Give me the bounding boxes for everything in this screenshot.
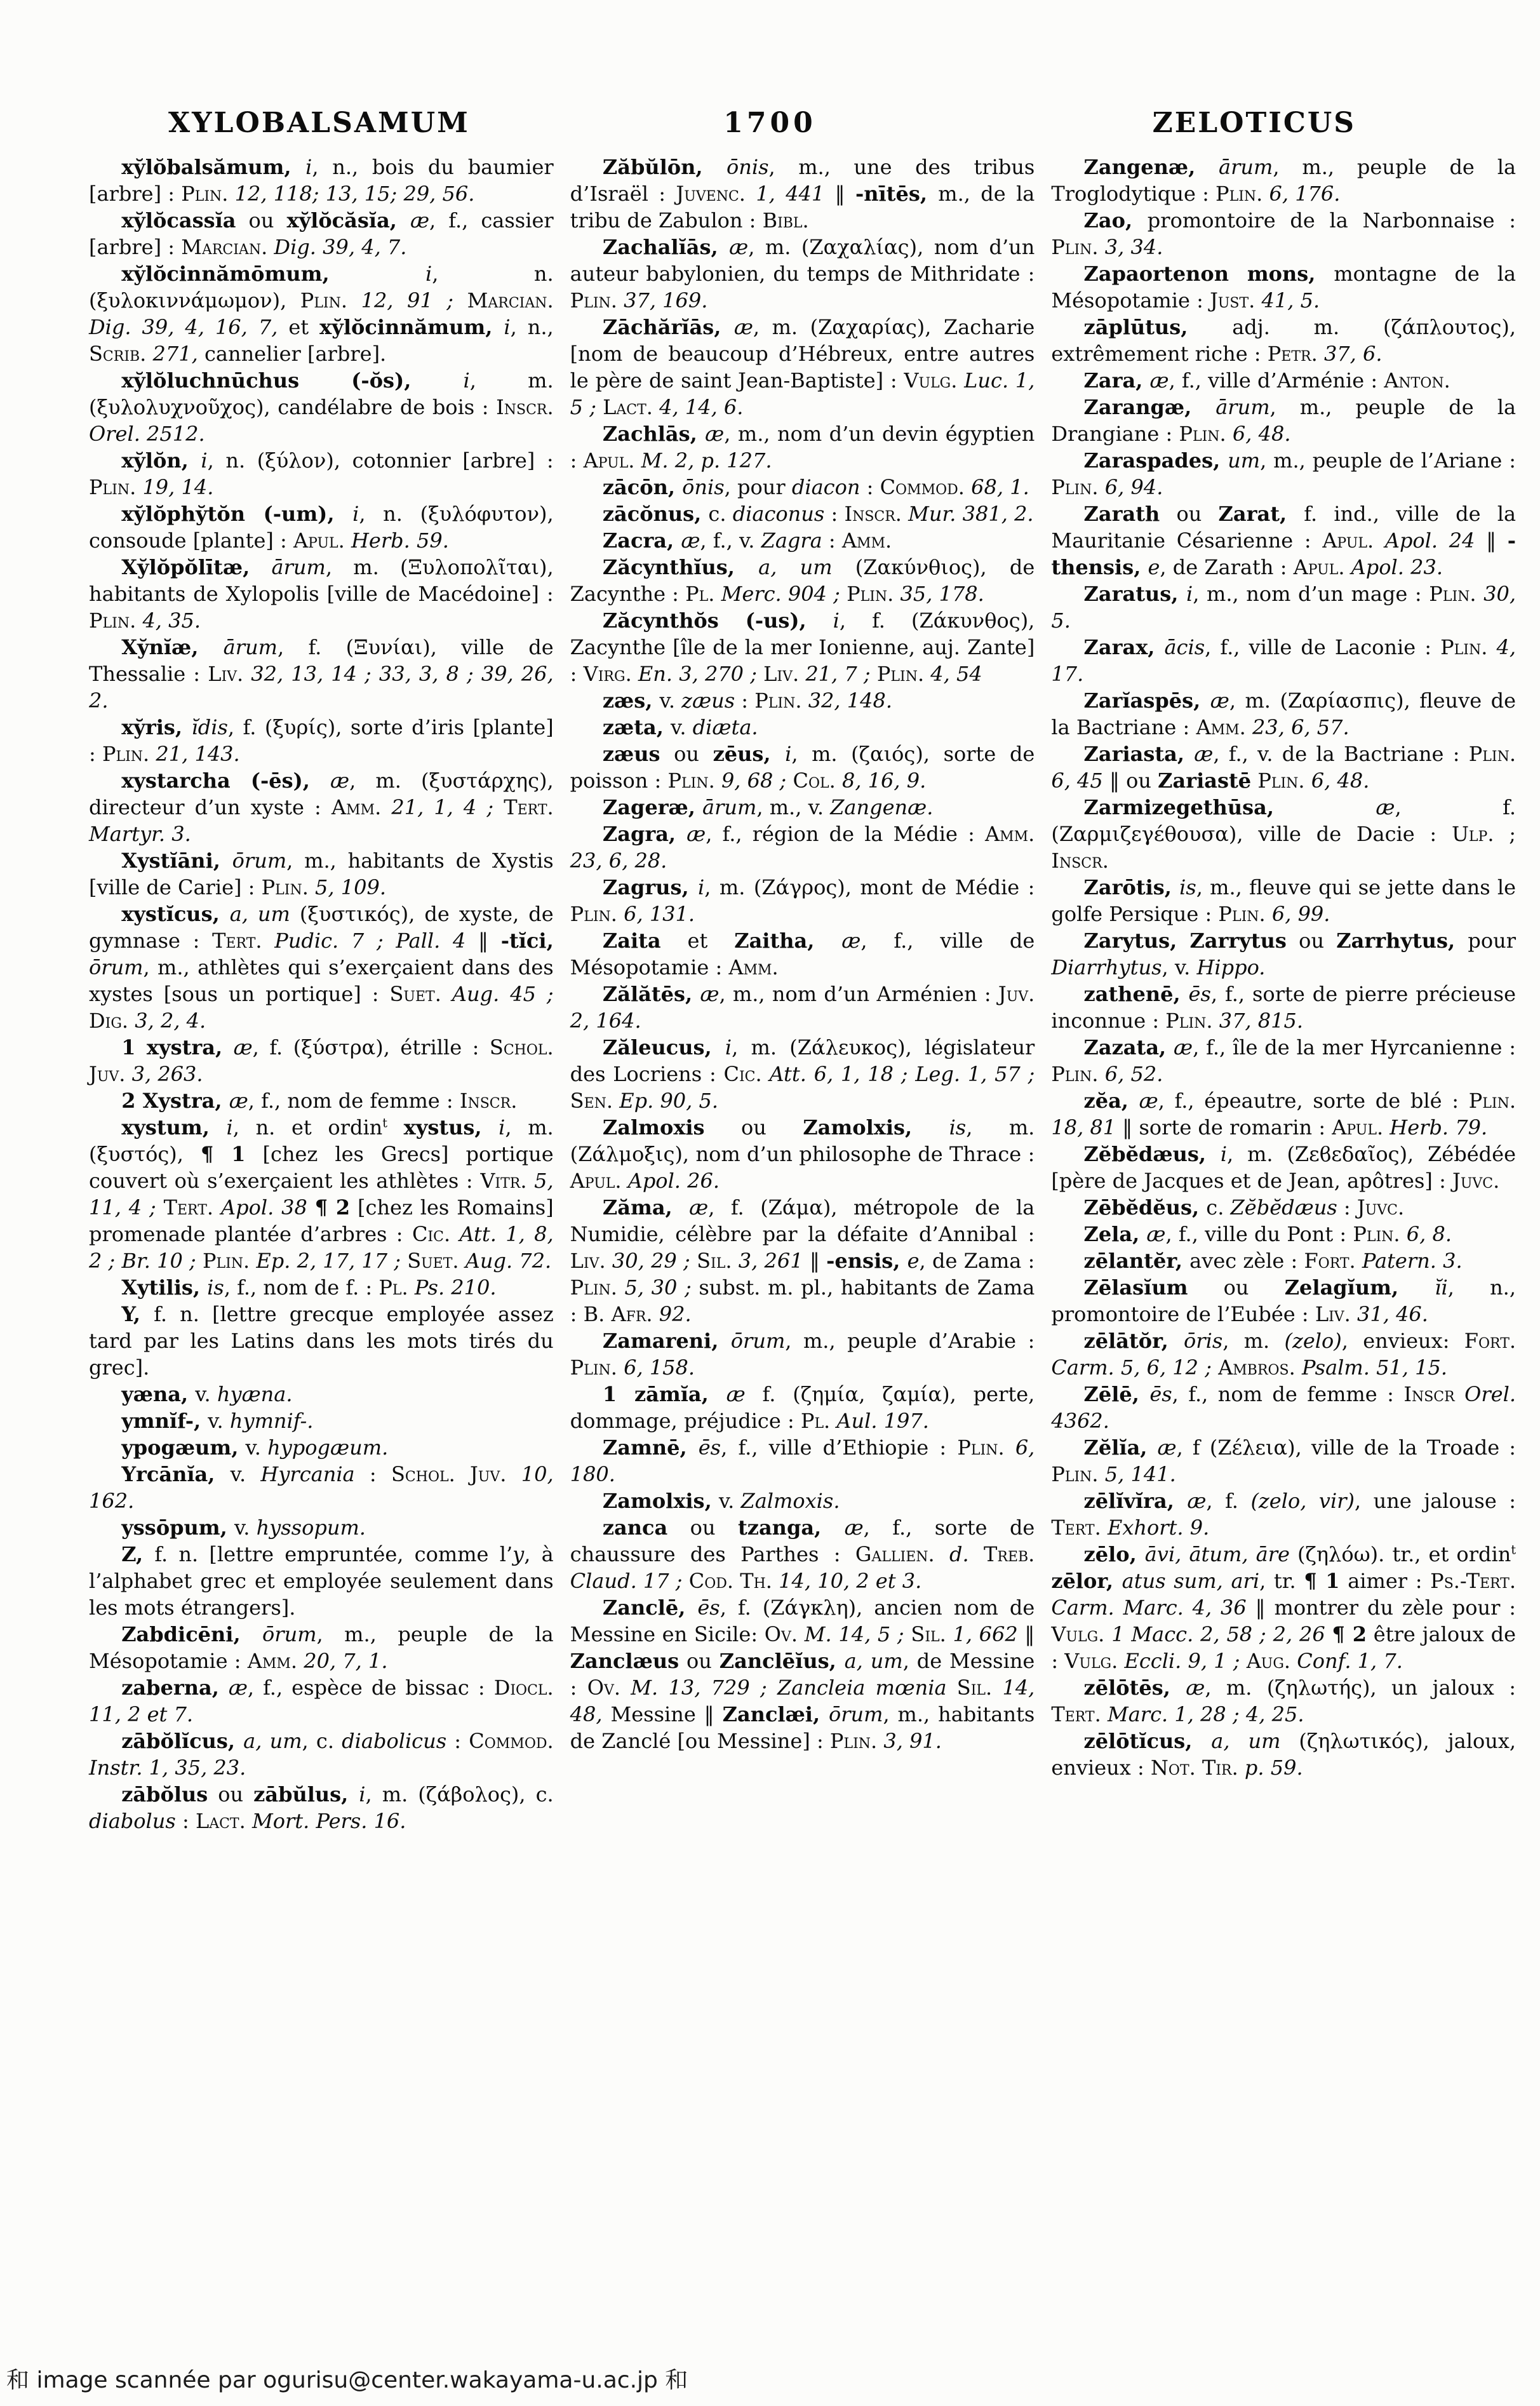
dictionary-entry: Zăma, æ, f. (Ζάμα), métropole de la Numidie, célèbre par la défaite d’Annibal : Liv. 30, 29 ; Sil. 3, 261 ‖ -ensis, e, de Zama : Plin. 5, 30 ; subst. m. pl., habitants de Zama : B. Afr. 92. [570,1195,1035,1326]
dictionary-entry: xystarcha (-ēs), æ, m. (ξυστάρχης), directeur d’un xyste : Amm. 21, 1, 4 ; Tert. Martyr. 3. [89,769,554,846]
running-head [0,107,1540,145]
dictionary-entry: Zarmizegethūsa, æ, f. (Ζαρμιζεγέθουσα), ville de Dacie : Ulp. ; Inscr. [1051,795,1517,873]
dictionary-entry: Zachlās, æ, m., nom d’un devin égyptien : Apul. M. 2, p. 127. [570,422,1035,473]
dictionary-entry: Zălătēs, æ, m., nom d’un Arménien : Juv. 2, 164. [570,982,1035,1033]
dictionary-entry: Zarytus, Zarrytus ou Zarrhytus, pour Diarrhytus, v. Hippo. [1051,929,1517,979]
dictionary-entry: zēlantĕr, avec zèle : Fort. Patern. 3. [1083,1249,1463,1273]
dictionary-entry: Zalmoxis ou Zamolxis, is, m. (Ζάλμοξις), nom d’un philosophe de Thrace : Apul. Apol. 26. [570,1115,1035,1193]
dictionary-entry: Zēlē, ēs, f., nom de femme : Inscr Orel. 4362. [1051,1382,1517,1433]
dictionary-entry: Zazata, æ, f., île de la mer Hyrcanienne : Plin. 6, 52. [1051,1035,1517,1086]
dictionary-entry: zācōn, ōnis, pour diacon : Commod. 68, 1. [602,475,1029,499]
page-number: 1700 [723,107,817,139]
dictionary-entry: Zacra, æ, f., v. Zagra : Amm. [602,528,892,553]
dictionary-entry: xystĭcus, a, um (ξυστικός), de xyste, de gymnase : Tert. Pudic. 7 ; Pall. 4 ‖ -tĭci, ōrum, m., athlètes qui s’exerçaient dans des xystes [sous un portique] : Suet. Aug. 45 ; Dig. 3, 2, 4. [89,902,554,1033]
dictionary-entry: zāplūtus, adj. m. (ζάπλουτος), extrêmement riche : Petr. 37, 6. [1051,315,1517,366]
dictionary-entry: zēlo, āvi, ātum, āre (ζηλόω). tr., et ordin$^t$ zēlor, atus sum, ari, tr. ¶ 1 aimer : Ps.-Tert. Carm. Marc. 4, 36 ‖ montrer du zèle pour : Vulg. 1 Macc. 2, 58 ; 2, 26 ¶ 2 être jaloux de : Vulg. Eccli. 9, 1 ; Aug. Conf. 1, 7. [1051,1542,1517,1673]
column-3 [1051,154,1516,1834]
dictionary-entry: Zēlasĭum ou Zelagĭum, ĭi, n., promontoire de l’Eubée : Liv. 31, 46. [1051,1275,1517,1326]
dictionary-entry: zæta, v. diæta. [602,715,758,739]
dictionary-entry: Zara, æ, f., ville d’Arménie : Anton. [1083,368,1450,393]
dictionary-entry: xy̆lŏcassĭa ou xy̆lŏcăsĭa, æ, f., cassier [arbre] : Marcian. Dig. 39, 4, 7. [89,208,554,259]
dictionary-entry: Z, f. n. [lettre empruntée, comme l’y, à l’alphabet grec et employée seulement dans les mots étrangers]. [89,1542,554,1620]
dictionary-entry: Xy̆lŏpŏlītæ, ārum, m. (Ξυλοπολῖται), habitants de Xylopolis [ville de Macédoine] : Plin. 4, 35. [89,555,554,633]
dictionary-entry: zæs, v. zæus : Plin. 32, 148. [602,689,892,713]
dictionary-entry: Zamolxis, v. Zalmoxis. [602,1489,840,1513]
dictionary-entry: Zarax, ācis, f., ville de Laconie : Plin. 4, 17. [1051,635,1517,686]
dictionary-entry: xy̆lŏbalsămum, i, n., bois du baumier [arbre] : Plin. 12, 118; 13, 15; 29, 56. [89,155,554,206]
scan-attribution: 和 image scannée par ogurisu@center.wakayama-u.ac.jp 和 [6,2367,688,2393]
dictionary-entry: Zĕlĭa, æ, f (Ζέλεια), ville de la Troade : Plin. 5, 141. [1051,1435,1517,1486]
dictionary-entry: Xytilis, is, f., nom de f. : Pl. Ps. 210. [121,1275,497,1300]
dictionary-entry: Zageræ, ārum, m., v. Zangenæ. [602,795,934,819]
dictionary-entry: zēlōtēs, æ, m. (ζηλωτής), un jaloux : Tert. Marc. 1, 28 ; 4, 25. [1051,1676,1517,1726]
dictionary-text-block [89,154,1516,1834]
dictionary-entry: xy̆lŏn, i, n. (ξύλον), cotonnier [arbre] : Plin. 19, 14. [89,448,554,499]
dictionary-entry: Y, f. n. [lettre grecque employée assez tard par les Latins dans les mots tirés du grec]. [89,1302,554,1380]
dictionary-entry: Zangenæ, ārum, m., peuple de la Troglodytique : Plin. 6, 176. [1051,155,1517,206]
dictionary-entry: xy̆ris, ĭdis, f. (ξυρίς), sorte d’iris [plante] : Plin. 21, 143. [89,715,554,766]
dictionary-entry: xy̆lŏphy̆tŏn (-um), i, n. (ξυλόφυτον), consoude [plante] : Apul. Herb. 59. [89,502,554,553]
dictionary-entry: Zanclē, ēs, f. (Ζάγκλη), ancien nom de Messine en Sicile: Ov. M. 14, 5 ; Sil. 1, 662 ‖ Zanclæus ou Zanclēĭus, a, um, de Messine : Ov. M. 13, 729 ; Zancleia mœnia Sil. 14, 48, Messine ‖ Zanclæi, ōrum, m., habitants de Zanclé [ou Messine] : Plin. 3, 91. [570,1596,1035,1753]
dictionary-entry: Zabdicēni, ōrum, m., peuple de la Mésopotamie : Amm. 20, 7, 1. [89,1622,554,1673]
dictionary-entry: Zăleucus, i, m. (Ζάλευκος), législateur des Locriens : Cic. Att. 6, 1, 18 ; Leg. 1, 57 ; Sen. Ep. 90, 5. [570,1035,1035,1113]
dictionary-entry: Zarangæ, ārum, m., peuple de la Drangiane : Plin. 6, 48. [1051,395,1517,446]
dictionary-entry: Zapaortenon mons, montagne de la Mésopotamie : Just. 41, 5. [1051,262,1517,313]
dictionary-entry: Zela, æ, f., ville du Pont : Plin. 6, 8. [1083,1222,1452,1246]
dictionary-entry: xy̆lŏluchnūchus (-ŏs), i, m. (ξυλολυχνοῦχος), candélabre de bois : Inscr. Orel. 2512. [89,368,554,446]
column-1 [89,154,554,1834]
dictionary-entry: Zarĭaspēs, æ, m. (Ζαρίασπις), fleuve de la Bactriane : Amm. 23, 6, 57. [1051,689,1517,739]
dictionary-entry: Zăcynthŏs (-us), i, f. (Ζάκυνθος), Zacynthe [île de la mer Ionienne, auj. Zante] : Virg. En. 3, 270 ; Liv. 21, 7 ; Plin. 4, 54 [570,608,1035,686]
dictionary-entry: Zariasta, æ, f., v. de la Bactriane : Plin. 6, 45 ‖ ou Zariastē Plin. 6, 48. [1051,742,1517,793]
dictionary-entry: ypogæum, v. hypogæum. [121,1435,389,1460]
dictionary-entry: zēlātŏr, ōris, m. (zelo), envieux: Fort. Carm. 5, 6, 12 ; Ambros. Psalm. 51, 15. [1051,1329,1517,1380]
dictionary-entry: Zăbŭlōn, ōnis, m., une des tribus d’Israël : Juvenc. 1, 441 ‖ -nītēs, m., de la tribu de Zabulon : Bibl. [570,155,1035,232]
dictionary-entry: 1 xystra, æ, f. (ξύστρα), étrille : Schol. Juv. 3, 263. [89,1035,554,1086]
dictionary-entry: ymnĭf-, v. hymnif-. [121,1409,314,1433]
dictionary-entry: zābŏlus ou zābŭlus, i, m. (ζάβολος), c. diabolus : Lact. Mort. Pers. 16. [89,1782,554,1833]
dictionary-entry: zēlĭvĭra, æ, f. (zelo, vir), une jalouse : Tert. Exhort. 9. [1051,1489,1517,1540]
dictionary-entry: Zaratus, i, m., nom d’un mage : Plin. 30, 5. [1051,582,1517,633]
guide-word-left: XYLOBALSAMUM [168,107,470,139]
dictionary-entry: zĕa, æ, f., épeautre, sorte de blé : Plin. 18, 81 ‖ sorte de romarin : Apul. Herb. 79. [1051,1089,1517,1139]
dictionary-entry: Zagrus, i, m. (Ζάγρος), mont de Médie : Plin. 6, 131. [570,875,1035,926]
dictionary-entry: zæus ou zēus, i, m. (ζαιός), sorte de poisson : Plin. 9, 68 ; Col. 8, 16, 9. [570,742,1035,793]
dictionary-entry: Zēbĕdĕus, c. Zĕbĕdæus : Juvc. [1083,1195,1405,1220]
dictionary-entry: Xy̆nĭæ, ārum, f. (Ξυνίαι), ville de Thessalie : Liv. 32, 13, 14 ; 33, 3, 8 ; 39, 26, 2. [89,635,554,713]
dictionary-entry: Zarōtis, is, m., fleuve qui se jette dans le golfe Persique : Plin. 6, 99. [1051,875,1517,926]
dictionary-entry: yæna, v. hyæna. [121,1382,293,1406]
dictionary-entry: zaberna, æ, f., espèce de bissac : Diocl. 11, 2 et 7. [89,1676,554,1726]
dictionary-entry: Zăcynthĭus, a, um (Ζακύνθιος), de Zacynthe : Pl. Merc. 904 ; Plin. 35, 178. [570,555,1035,606]
dictionary-entry: Zamnē, ēs, f., ville d’Ethiopie : Plin. 6, 180. [570,1435,1035,1486]
dictionary-entry: Zachalĭās, æ, m. (Ζαχαλίας), nom d’un auteur babylonien, du temps de Mithridate : Plin. 37, 169. [570,235,1035,313]
dictionary-entry: Yrcānĭa, v. Hyrcania : Schol. Juv. 10, 162. [89,1462,554,1513]
dictionary-entry: xystum, i, n. et ordin$^t$ xystus, i, m. (ξυστός), ¶ 1 [chez les Grecs] portique couvert où s’exerçaient les athlètes : Vitr. 5, 11, 4 ; Tert. Apol. 38 ¶ 2 [chez les Romains] promenade plantée d’arbres : Cic. Att. 1, 8, 2 ; Br. 10 ; Plin. Ep. 2, 17, 17 ; Suet. Aug. 72. [89,1115,554,1273]
guide-word-right: ZELOTICUS [1152,107,1356,139]
dictionary-entry: Xystĭāni, ōrum, m., habitants de Xystis [ville de Carie] : Plin. 5, 109. [89,849,554,899]
dictionary-entry: Zamareni, ōrum, m., peuple d’Arabie : Plin. 6, 158. [570,1329,1035,1380]
dictionary-entry: Zĕbĕdæus, i, m. (Ζεϐεδαῖος), Zébédée [père de Jacques et de Jean, apôtres] : Juvc. [1051,1142,1517,1193]
dictionary-entry: xy̆lŏcinnămōmum, i, n. (ξυλοκιννάμωμον), Plin. 12, 91 ; Marcian. Dig. 39, 4, 16, 7, et xy̆lŏcinnămum, i, n., Scrib. 271, cannelier [arbre]. [89,262,554,366]
dictionary-entry: Zagra, æ, f., région de la Médie : Amm. 23, 6, 28. [570,822,1035,873]
dictionary-entry: 1 zāmĭa, æ f. (ζημία, ζαμία), perte, dommage, préjudice : Pl. Aul. 197. [570,1382,1035,1433]
dictionary-entry: Zāchărĭās, æ, m. (Ζαχαρίας), Zacharie [nom de beaucoup d’Hébreux, entre autres le père de saint Jean-Baptiste] : Vulg. Luc. 1, 5 ; Lact. 4, 14, 6. [570,315,1035,419]
dictionary-entry: Zao, promontoire de la Narbonnaise : Plin. 3, 34. [1051,208,1517,259]
dictionary-entry: yssōpum, v. hyssopum. [121,1516,366,1540]
dictionary-entry: Zaraspades, um, m., peuple de l’Ariane : Plin. 6, 94. [1051,448,1517,499]
column-2 [570,154,1035,1834]
dictionary-entry: Zarath ou Zarat, f. ind., ville de la Mauritanie Césarienne : Apul. Apol. 24 ‖ -thensis, e, de Zarath : Apul. Apol. 23. [1051,502,1517,579]
dictionary-entry: zācŏnus, c. diaconus : Inscr. Mur. 381, 2. [602,502,1034,526]
dictionary-entry: Zaita et Zaitha, æ, f., ville de Mésopotamie : Amm. [570,929,1035,979]
dictionary-entry: zathenē, ēs, f., sorte de pierre précieuse inconnue : Plin. 37, 815. [1051,982,1517,1033]
dictionary-entry: zābŏlĭcus, a, um, c. diabolicus : Commod. Instr. 1, 35, 23. [89,1729,554,1780]
dictionary-entry: 2 Xystra, æ, f., nom de femme : Inscr. [121,1089,518,1113]
dictionary-entry: zēlōtĭcus, a, um (ζηλωτικός), jaloux, envieux : Not. Tir. p. 59. [1051,1729,1517,1780]
dictionary-entry: zanca ou tzanga, æ, f., sorte de chaussure des Parthes : Gallien. d. Treb. Claud. 17 ; Cod. Th. 14, 10, 2 et 3. [570,1516,1035,1593]
